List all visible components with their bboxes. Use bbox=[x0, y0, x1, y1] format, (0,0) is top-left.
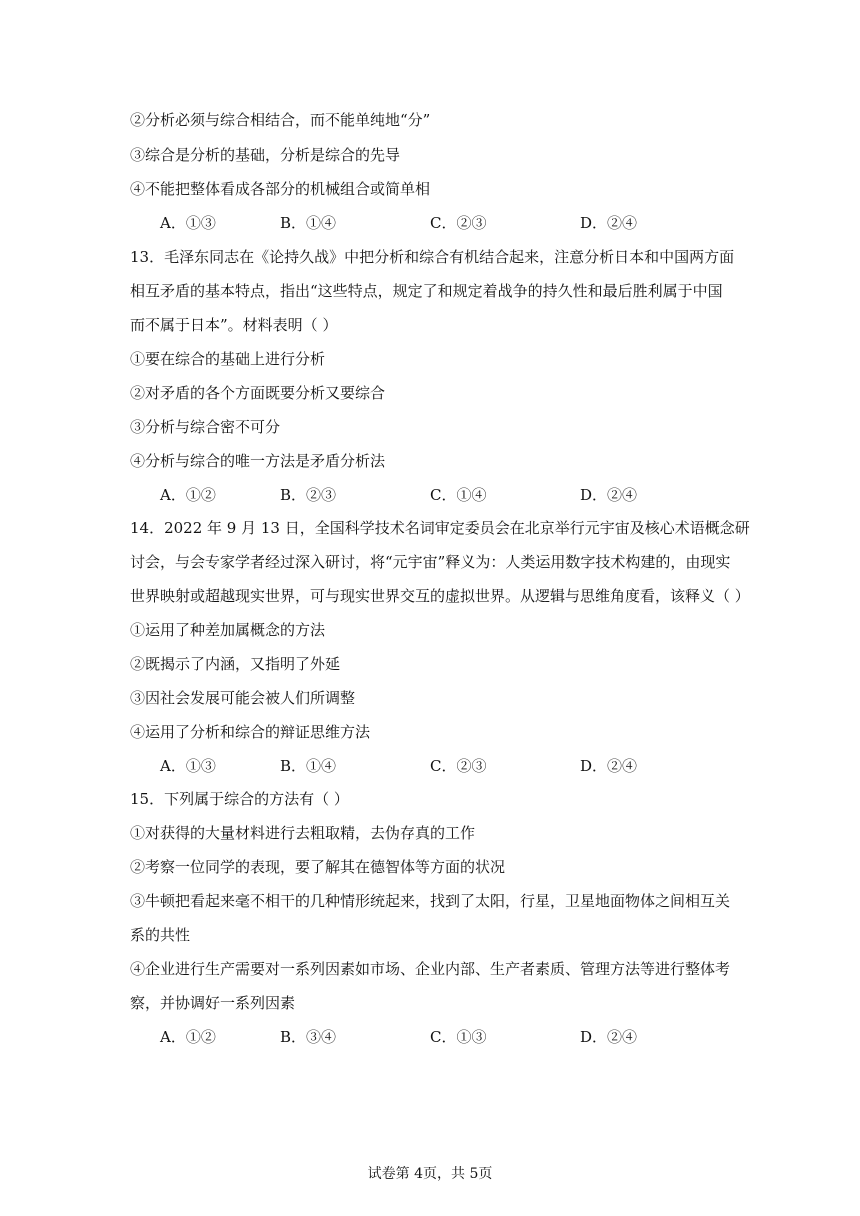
q12-option-a[interactable]: A．①③ bbox=[160, 214, 216, 232]
q15-item-3: ③牛顿把看起来毫不相干的几种情形统起来，找到了太阳，行星，卫星地面物体之间相互关 bbox=[130, 892, 731, 910]
q12-option-d[interactable]: D．②④ bbox=[580, 214, 638, 232]
q12-options bbox=[160, 213, 720, 233]
q13-option-b[interactable]: B．②③ bbox=[280, 486, 337, 504]
q15-option-d[interactable]: D．②④ bbox=[580, 1028, 638, 1046]
q15-options bbox=[160, 1027, 720, 1047]
q13-item-3: ③分析与综合密不可分 bbox=[130, 418, 281, 436]
q12-option-b[interactable]: B．①④ bbox=[280, 214, 337, 232]
q13-option-d[interactable]: D．②④ bbox=[580, 486, 638, 504]
q12-option-c[interactable]: C．②③ bbox=[430, 214, 487, 232]
q15-stem-line-1: 15．下列属于综合的方法有（ ） bbox=[130, 790, 349, 808]
q14-item-2: ②既揭示了内涵，又指明了外延 bbox=[130, 655, 341, 673]
q15-option-b[interactable]: B．③④ bbox=[280, 1028, 337, 1046]
q15-option-a[interactable]: A．①② bbox=[160, 1028, 216, 1046]
q13-option-c[interactable]: C．①④ bbox=[430, 486, 487, 504]
q14-item-4: ④运用了分析和综合的辩证思维方法 bbox=[130, 723, 371, 741]
q12-item-4: ④不能把整体看成各部分的机械组合或简单相 bbox=[130, 180, 431, 198]
q15-item-2: ②考察一位同学的表现，要了解其在德智体等方面的状况 bbox=[130, 858, 506, 876]
q14-stem-line-2: 讨会，与会专家学者经过深入研讨，将“元宇宙”释义为：人类运用数字技术构建的，由现实 bbox=[130, 553, 731, 571]
q13-options bbox=[160, 485, 720, 505]
q13-item-1: ①要在综合的基础上进行分析 bbox=[130, 350, 326, 368]
q15-item-3-cont: 系的共性 bbox=[130, 926, 191, 944]
q12-item-3: ③综合是分析的基础，分析是综合的先导 bbox=[130, 146, 401, 164]
q13-stem-line-3: 而不属于日本”。材料表明（ ） bbox=[130, 316, 338, 334]
q14-option-c[interactable]: C．②③ bbox=[430, 757, 487, 775]
q13-stem-line-2: 相互矛盾的基本特点，指出“这些特点，规定了和规定着战争的持久性和最后胜利属于中国 bbox=[130, 282, 723, 300]
q13-item-2: ②对矛盾的各个方面既要分析又要综合 bbox=[130, 384, 386, 402]
q14-stem-line-3: 世界映射或超越现实世界，可与现实世界交互的虚拟世界。从逻辑与思维角度看，该释义（ ） bbox=[130, 587, 750, 605]
q14-option-a[interactable]: A．①③ bbox=[160, 757, 216, 775]
q14-options bbox=[160, 756, 720, 776]
q15-item-4-cont: 察，并协调好一系列因素 bbox=[130, 994, 296, 1012]
q14-item-1: ①运用了种差加属概念的方法 bbox=[130, 621, 326, 639]
q14-option-b[interactable]: B．①④ bbox=[280, 757, 337, 775]
q14-option-d[interactable]: D．②④ bbox=[580, 757, 638, 775]
q13-stem-line-1: 13．毛泽东同志在《论持久战》中把分析和综合有机结合起来，注意分析日本和中国两方面 bbox=[130, 248, 735, 266]
q15-option-c[interactable]: C．①③ bbox=[430, 1028, 487, 1046]
q13-item-4: ④分析与综合的唯一方法是矛盾分析法 bbox=[130, 452, 386, 470]
q14-item-3: ③因社会发展可能会被人们所调整 bbox=[130, 689, 356, 707]
q15-item-4: ④企业进行生产需要对一系列因素如市场、企业内部、生产者素质、管理方法等进行整体考 bbox=[130, 960, 731, 978]
q12-item-2: ②分析必须与综合相结合，而不能单纯地“分” bbox=[130, 111, 431, 129]
page-footer: 试卷第 4页，共 5页 bbox=[367, 1166, 493, 1182]
q13-option-a[interactable]: A．①② bbox=[160, 486, 216, 504]
q15-item-1: ①对获得的大量材料进行去粗取精，去伪存真的工作 bbox=[130, 824, 476, 842]
q14-stem-line-1: 14．2022 年 9 月 13 日，全国科学技术名词审定委员会在北京举行元宇宙及核心术语概念研 bbox=[130, 519, 750, 537]
